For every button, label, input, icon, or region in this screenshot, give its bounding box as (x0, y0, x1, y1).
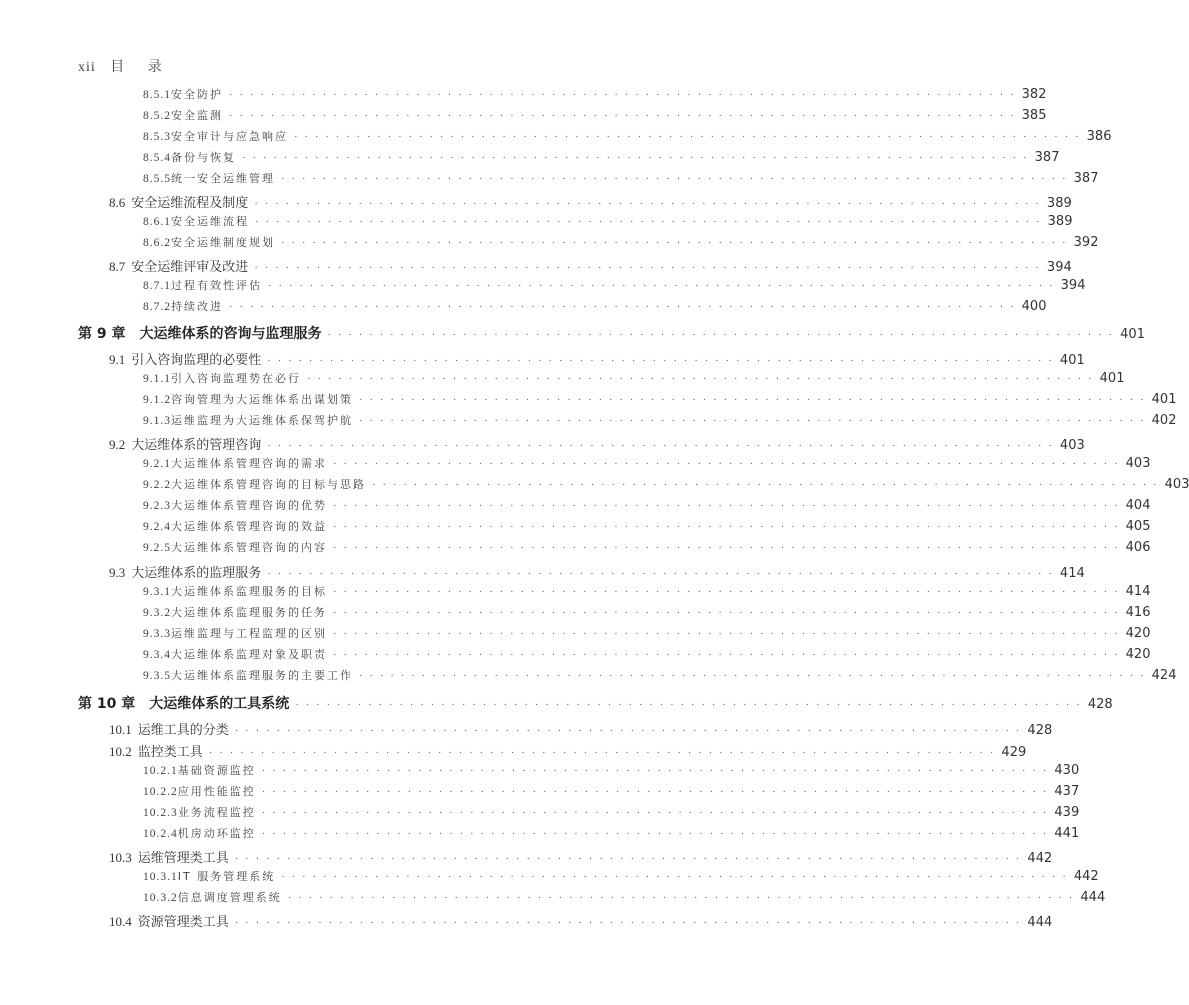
toc-entry-title: 机房动环监控 (177, 827, 256, 840)
toc-entry-page: 420 (1125, 647, 1151, 662)
dot-leader: · · · · · · · · · · · · · · · · · · · · · · · · · · · · · · · · · · · · · · · · · · · · · · · · · · · · · · · · · · · · · · · · · · · · · · · · · · · · (254, 198, 1041, 210)
toc-entry-title: 引入咨询监理势在必行 (171, 372, 301, 385)
toc-entry-number: 9.2.5 (143, 542, 171, 554)
dot-leader: · · · · · · · · · · · · · · · · · · · · · · · · · · · · · · · · · · · · · · · · · · · · · · · · · · · · · · · · · · · · · · · · · · · · · · · · · · · · (359, 415, 1146, 427)
dot-leader: · · · · · · · · · · · · · · · · · · · · · · · · · · · · · · · · · · · · · · · · · · · · · · · · · · · · · · · · · · · · · · · · · · · · · · · · · · · · (242, 152, 1029, 164)
toc-entry-title: 大运维体系管理咨询的内容 (171, 541, 327, 554)
toc-section[interactable] (0, 847, 1053, 866)
toc-entry-number: 9.3.5 (143, 670, 171, 682)
toc-entry-number: 8.7 (109, 259, 126, 274)
toc-subsection[interactable] (0, 234, 1099, 250)
toc-entry-page: 428 (1087, 697, 1113, 712)
toc-entry-page: 442 (1073, 869, 1099, 884)
toc-subsection[interactable] (0, 149, 1060, 165)
toc-entry-title: 持续改进 (171, 300, 223, 313)
toc-subsection[interactable] (0, 518, 1151, 534)
toc-section[interactable] (0, 741, 1027, 760)
toc-subsection[interactable] (0, 128, 1112, 144)
toc-entry-number: 9.3.1 (143, 586, 171, 598)
toc-subsection[interactable] (0, 583, 1151, 599)
dot-leader: · · · · · · · · · · · · · · · · · · · · · · · · · · · · · · · · · · · · · · · · · · · · · · · · · · · · · · · · · · · · · · · · · · · · · · · · · · · · (234, 725, 1022, 737)
toc-entry-title: 大运维体系管理咨询的效益 (171, 520, 327, 533)
toc-entry-title: 信息调度管理系统 (177, 891, 282, 904)
toc-entry-number: 9.1.1 (143, 373, 171, 385)
toc-subsection[interactable] (0, 476, 1189, 492)
dot-leader: · · · · · · · · · · · · · · · · · · · · · · · · · · · · · · · · · · · · · · · · · · · · · · · · · · · · · · · · · · · · · · · · · · · · · · · · · · · · (333, 521, 1120, 533)
toc-entry-number: 10.3 (109, 850, 132, 865)
page-header (78, 56, 172, 76)
toc-entry-title: 大运维体系的咨询与监理服务 (139, 326, 322, 342)
dot-leader: · · · · · · · · · · · · · · · · · · · · · · · · · · · · · · · · · · · · · · · · · · · · · · · · · · · · · · · · · · · · · · · · · · · · · · · · · · · · (359, 670, 1146, 682)
toc-entry-page: 400 (1021, 299, 1047, 314)
dot-leader: · · · · · · · · · · · · · · · · · · · · · · · · · · · · · · · · · · · · · · · · · · · · · · · · · · · · · · · · · · · · · · · · · · · · · · · · · · · · (267, 568, 1054, 580)
toc-entry-title: 安全防护 (171, 88, 223, 101)
toc-entry-number: 9.2.3 (143, 500, 171, 512)
dot-leader: · · · · · · · · · · · · · · · · · · · · · · · · · · · · · · · · · · · · · · · · · · · · · · · · · · · · · · · · · · · · · · · · · · · · · · · · · · · · (281, 871, 1068, 883)
dot-leader: · · · · · · · · · · · · · · · · · · · · · · · · · · · · · · · · · · · · · · · · · · · · · · · · · · · · · · · · · · · · · · · · · · · · · · · · · · · · (333, 649, 1120, 661)
toc-subsection[interactable] (0, 625, 1151, 641)
toc-entry-title: 运维监理与工程监理的区别 (171, 627, 327, 640)
dot-leader: · · · · · · · · · · · · · · · · · · · · · · · · · · · · · · · · · · · · · · · · · · · · · · · · · · · · · · · · · · · · · · · · · · · · · · · · · · · · (267, 355, 1054, 367)
dot-leader: · · · · · · · · · · · · · · · · · · · · · · · · · · · · · · · · · · · · · · · · · · · · · · · · · · · · · · · · · · · · · · · · · · · · · · · · · · · · (261, 786, 1049, 798)
toc-section[interactable] (0, 192, 1072, 211)
toc-entry-number: 10.2 (109, 744, 132, 759)
toc-entry-number: 9.3.4 (143, 649, 171, 661)
toc-entry-number: 8.6.2 (143, 237, 171, 249)
toc-entry-page: 387 (1073, 171, 1099, 186)
toc-entry-page: 442 (1027, 851, 1053, 866)
dot-leader: · · · · · · · · · · · · · · · · · · · · · · · · · · · · · · · · · · · · · · · · · · · · · · · · · · · · · · · · · · · · · · · · · · · · · · · · · · · · (208, 747, 996, 759)
toc-entry-title: 大运维体系监理服务的主要工作 (171, 669, 353, 682)
toc-section[interactable] (0, 911, 1053, 930)
toc-subsection[interactable] (0, 762, 1080, 778)
toc-entry-page: 385 (1021, 108, 1047, 123)
toc-entry-number: 第 9 章 (78, 326, 126, 342)
toc-subsection[interactable] (0, 604, 1151, 620)
toc-entry-page: 394 (1046, 260, 1072, 275)
toc-entry-page: 444 (1027, 915, 1053, 930)
toc-entry-page: 404 (1125, 498, 1151, 513)
dot-leader: · · · · · · · · · · · · · · · · · · · · · · · · · · · · · · · · · · · · · · · · · · · · · · · · · · · · · · · · · · · · · · · · · · · · · · · · · · · · (333, 542, 1120, 554)
toc-entry-page: 403 (1164, 477, 1189, 492)
dot-leader: · · · · · · · · · · · · · · · · · · · · · · · · · · · · · · · · · · · · · · · · · · · · · · · · · · · · · · · · · · · · · · · · · · · · · · · · · · · · (281, 237, 1068, 249)
dot-leader: · · · · · · · · · · · · · · · · · · · · · · · · · · · · · · · · · · · · · · · · · · · · · · · · · · · · · · · · · · · · · · · · · · · · · · · · · · · · (229, 89, 1016, 101)
toc-entry-page: 414 (1125, 584, 1151, 599)
toc-entry-number: 8.5.1 (143, 89, 171, 101)
toc-section[interactable] (0, 562, 1085, 581)
toc-entry-title: 运维管理类工具 (137, 851, 229, 866)
toc-entry-page: 401 (1120, 327, 1145, 342)
toc-entry-title: 业务流程监控 (177, 806, 256, 819)
toc-entry-title: 安全监测 (171, 109, 223, 122)
toc-entry-number: 9.1.2 (143, 394, 171, 406)
dot-leader: · · · · · · · · · · · · · · · · · · · · · · · · · · · · · · · · · · · · · · · · · · · · · · · · · · · · · · · · · · · · · · · · · · · · · · · · · · · · (261, 807, 1049, 819)
toc-entry-page: 403 (1059, 438, 1085, 453)
toc-subsection[interactable] (0, 825, 1080, 841)
toc-entry-title: 应用性能监控 (177, 785, 256, 798)
toc-entry-number: 10.2.2 (143, 786, 178, 798)
dot-leader: · · · · · · · · · · · · · · · · · · · · · · · · · · · · · · · · · · · · · · · · · · · · · · · · · · · · · · · · · · · · · · · · · · · · · · · · · · · · (267, 440, 1054, 452)
toc-entry-number: 9.2 (109, 437, 126, 452)
toc-entry-number: 9.1 (109, 352, 126, 367)
toc-entry-page: 403 (1125, 456, 1151, 471)
dot-leader: · · · · · · · · · · · · · · · · · · · · · · · · · · · · · · · · · · · · · · · · · · · · · · · · · · · · · · · · · · · · · · · · · · · · · · · · · · · · (327, 329, 1115, 341)
toc-subsection[interactable] (0, 667, 1177, 683)
toc-subsection[interactable] (0, 868, 1099, 884)
toc-entry-number: 10.2.4 (143, 828, 178, 840)
toc-entry-page: 401 (1151, 392, 1177, 407)
toc-subsection[interactable] (0, 783, 1080, 799)
toc-entry-page: 392 (1073, 235, 1099, 250)
toc-subsection[interactable] (0, 497, 1151, 513)
toc-entry-number: 9.2.2 (143, 479, 171, 491)
toc-entry-number: 10.2.3 (143, 807, 178, 819)
toc-entry-number: 10.2.1 (143, 765, 178, 777)
toc-entry-page: 437 (1054, 784, 1080, 799)
dot-leader: · · · · · · · · · · · · · · · · · · · · · · · · · · · · · · · · · · · · · · · · · · · · · · · · · · · · · · · · · · · · · · · · · · · · · · · · · · · · (333, 500, 1120, 512)
toc-entry-title: 安全运维流程 (171, 215, 249, 228)
dot-leader: · · · · · · · · · · · · · · · · · · · · · · · · · · · · · · · · · · · · · · · · · · · · · · · · · · · · · · · · · · · · · · · · · · · · · · · · · · · · (333, 458, 1120, 470)
toc-subsection[interactable] (0, 298, 1047, 314)
dot-leader: · · · · · · · · · · · · · · · · · · · · · · · · · · · · · · · · · · · · · · · · · · · · · · · · · · · · · · · · · · · · · · · · · · · · · · · · · · · · (295, 699, 1082, 711)
toc-entry-number: 8.5.2 (143, 110, 171, 122)
toc-entry-page: 406 (1125, 540, 1151, 555)
toc-subsection[interactable] (0, 170, 1099, 186)
dot-leader: · · · · · · · · · · · · · · · · · · · · · · · · · · · · · · · · · · · · · · · · · · · · · · · · · · · · · · · · · · · · · · · · · · · · · · · · · · · · (333, 628, 1120, 640)
toc-entry-page: 389 (1046, 196, 1072, 211)
toc-entry-title: 大运维体系管理咨询的优势 (171, 499, 327, 512)
dot-leader: · · · · · · · · · · · · · · · · · · · · · · · · · · · · · · · · · · · · · · · · · · · · · · · · · · · · · · · · · · · · · · · · · · · · · · · · · · · · (229, 110, 1016, 122)
toc-entry-number: 8.6 (109, 195, 126, 210)
toc-entry-title: 备份与恢复 (171, 151, 236, 164)
dot-leader: · · · · · · · · · · · · · · · · · · · · · · · · · · · · · · · · · · · · · · · · · · · · · · · · · · · · · · · · · · · · · · · · · · · · · · · · · · · · (281, 173, 1068, 185)
toc-entry-title: 过程有效性评估 (171, 279, 262, 292)
toc-entry-page: 387 (1034, 150, 1060, 165)
toc-subsection[interactable] (0, 539, 1151, 555)
dot-leader: · · · · · · · · · · · · · · · · · · · · · · · · · · · · · · · · · · · · · · · · · · · · · · · · · · · · · · · · · · · · · · · · · · · · · · · · · · · · (333, 586, 1120, 598)
toc-entry-number: 8.6.1 (143, 216, 171, 228)
toc-entry-page: 439 (1054, 805, 1080, 820)
dot-leader: · · · · · · · · · · · · · · · · · · · · · · · · · · · · · · · · · · · · · · · · · · · · · · · · · · · · · · · · · · · · · · · · · · · · · · · · · · · · (359, 394, 1146, 406)
toc-entry-number: 9.3.3 (143, 628, 171, 640)
toc-subsection[interactable] (0, 213, 1073, 229)
toc-entry-number: 8.5.3 (143, 131, 171, 143)
toc-subsection[interactable] (0, 412, 1177, 428)
dot-leader: · · · · · · · · · · · · · · · · · · · · · · · · · · · · · · · · · · · · · · · · · · · · · · · · · · · · · · · · · · · · · · · · · · · · · · · · · · · · (307, 373, 1094, 385)
toc-entry-page: 441 (1054, 826, 1080, 841)
toc-chapter[interactable] (0, 693, 1113, 713)
page-title: 目 录 (110, 60, 172, 75)
toc-entry-title: 大运维体系的工具系统 (149, 696, 290, 712)
toc-entry-title: 大运维体系监理对象及职责 (171, 648, 327, 661)
toc-subsection[interactable] (0, 277, 1086, 293)
toc-entry-page: 429 (1001, 745, 1027, 760)
dot-leader: · · · · · · · · · · · · · · · · · · · · · · · · · · · · · · · · · · · · · · · · · · · · · · · · · · · · · · · · · · · · · · · · · · · · · · · · · · · · (234, 917, 1022, 929)
dot-leader: · · · · · · · · · · · · · · · · · · · · · · · · · · · · · · · · · · · · · · · · · · · · · · · · · · · · · · · · · · · · · · · · · · · · · · · · · · · · (333, 607, 1120, 619)
toc-entry-page: 414 (1059, 566, 1085, 581)
toc-entry-number: 10.3.2 (143, 892, 178, 904)
toc-entry-page: 402 (1151, 413, 1177, 428)
toc-subsection[interactable] (0, 391, 1177, 407)
toc-entry-page: 389 (1047, 214, 1073, 229)
toc-entry-title: 大运维体系监理服务的任务 (171, 606, 327, 619)
toc-entry-page: 394 (1060, 278, 1086, 293)
toc-subsection[interactable] (0, 804, 1080, 820)
toc-entry-number: 第 10 章 (78, 696, 136, 712)
dot-leader: · · · · · · · · · · · · · · · · · · · · · · · · · · · · · · · · · · · · · · · · · · · · · · · · · · · · · · · · · · · · · · · · · · · · · · · · · · · · (294, 131, 1081, 143)
toc-entry-title: 大运维体系的监理服务 (131, 566, 262, 581)
dot-leader: · · · · · · · · · · · · · · · · · · · · · · · · · · · · · · · · · · · · · · · · · · · · · · · · · · · · · · · · · · · · · · · · · · · · · · · · · · · · (234, 853, 1022, 865)
toc-subsection[interactable] (0, 86, 1047, 102)
toc-entry-number: 9.3 (109, 565, 126, 580)
toc-entry-title: 统一安全运维管理 (171, 172, 275, 185)
toc-entry-title: 监控类工具 (137, 745, 203, 760)
toc-entry-page: 444 (1080, 890, 1106, 905)
dot-leader: · · · · · · · · · · · · · · · · · · · · · · · · · · · · · · · · · · · · · · · · · · · · · · · · · · · · · · · · · · · · · · · · · · · · · · · · · · · · (254, 262, 1041, 274)
toc-entry-title: 安全运维评审及改进 (131, 260, 249, 275)
toc-entry-title: 运维工具的分类 (137, 723, 229, 738)
toc-entry-title: 大运维体系的管理咨询 (131, 438, 262, 453)
toc-entry-title: 安全审计与应急响应 (171, 130, 288, 143)
toc-entry-number: 9.3.2 (143, 607, 171, 619)
toc-entry-title: 资源管理类工具 (137, 915, 229, 930)
dot-leader: · · · · · · · · · · · · · · · · · · · · · · · · · · · · · · · · · · · · · · · · · · · · · · · · · · · · · · · · · · · · · · · · · · · · · · · · · · · · (261, 765, 1049, 777)
toc-entry-title: 安全运维制度规划 (171, 236, 275, 249)
toc-entry-title: 引入咨询监理的必要性 (131, 353, 262, 368)
toc-subsection[interactable] (0, 107, 1047, 123)
toc-entry-page: 424 (1151, 668, 1177, 683)
toc-entry-page: 401 (1059, 353, 1085, 368)
toc-section[interactable] (0, 719, 1053, 738)
toc-section[interactable] (0, 434, 1085, 453)
toc-entry-number: 10.3.1 (143, 871, 178, 883)
dot-leader: · · · · · · · · · · · · · · · · · · · · · · · · · · · · · · · · · · · · · · · · · · · · · · · · · · · · · · · · · · · · · · · · · · · · · · · · · · · · (261, 828, 1049, 840)
toc-entry-number: 9.1.3 (143, 415, 171, 427)
toc-entry-title: 大运维体系监理服务的目标 (171, 585, 327, 598)
toc-entry-number: 10.4 (109, 914, 132, 929)
toc-subsection[interactable] (0, 455, 1151, 471)
toc-entry-number: 8.7.1 (143, 280, 171, 292)
toc-entry-page: 420 (1125, 626, 1151, 641)
toc-entry-page: 416 (1125, 605, 1151, 620)
toc-entry-title: 咨询管理为大运维体系出谋划策 (171, 393, 353, 406)
toc-subsection[interactable] (0, 646, 1151, 662)
toc-entry-page: 428 (1027, 723, 1053, 738)
dot-leader: · · · · · · · · · · · · · · · · · · · · · · · · · · · · · · · · · · · · · · · · · · · · · · · · · · · · · · · · · · · · · · · · · · · · · · · · · · · · (372, 479, 1159, 491)
toc-entry-page: 405 (1125, 519, 1151, 534)
toc-entry-page: 386 (1086, 129, 1112, 144)
toc-entry-title: 运维监理为大运维体系保驾护航 (171, 414, 353, 427)
toc-entry-title: 大运维体系管理咨询的目标与思路 (171, 478, 366, 491)
toc-entry-number: 8.5.4 (143, 152, 171, 164)
toc-entry-page: 382 (1021, 87, 1047, 102)
toc-entry-number: 9.2.1 (143, 458, 171, 470)
toc-entry-title: 安全运维流程及制度 (131, 196, 249, 211)
toc-entry-number: 9.2.4 (143, 521, 171, 533)
dot-leader: · · · · · · · · · · · · · · · · · · · · · · · · · · · · · · · · · · · · · · · · · · · · · · · · · · · · · · · · · · · · · · · · · · · · · · · · · · · · (268, 280, 1055, 292)
toc-subsection[interactable] (0, 889, 1106, 905)
dot-leader: · · · · · · · · · · · · · · · · · · · · · · · · · · · · · · · · · · · · · · · · · · · · · · · · · · · · · · · · · · · · · · · · · · · · · · · · · · · · (255, 216, 1042, 228)
toc-entry-title: IT 服务管理系统 (177, 870, 276, 883)
toc-entry-number: 8.5.5 (143, 173, 171, 185)
toc-entry-page: 401 (1099, 371, 1125, 386)
toc-section[interactable] (0, 256, 1072, 275)
toc-subsection[interactable] (0, 370, 1125, 386)
dot-leader: · · · · · · · · · · · · · · · · · · · · · · · · · · · · · · · · · · · · · · · · · · · · · · · · · · · · · · · · · · · · · · · · · · · · · · · · · · · · (287, 892, 1075, 904)
toc-entry-number: 10.1 (109, 722, 132, 737)
page-number: xii (78, 60, 96, 75)
toc-chapter[interactable] (0, 323, 1145, 343)
toc-entry-number: 8.7.2 (143, 301, 171, 313)
toc-entry-page: 430 (1054, 763, 1080, 778)
dot-leader: · · · · · · · · · · · · · · · · · · · · · · · · · · · · · · · · · · · · · · · · · · · · · · · · · · · · · · · · · · · · · · · · · · · · · · · · · · · · (229, 301, 1016, 313)
toc-section[interactable] (0, 349, 1085, 368)
toc-entry-title: 基础资源监控 (177, 764, 256, 777)
toc-entry-title: 大运维体系管理咨询的需求 (171, 457, 327, 470)
